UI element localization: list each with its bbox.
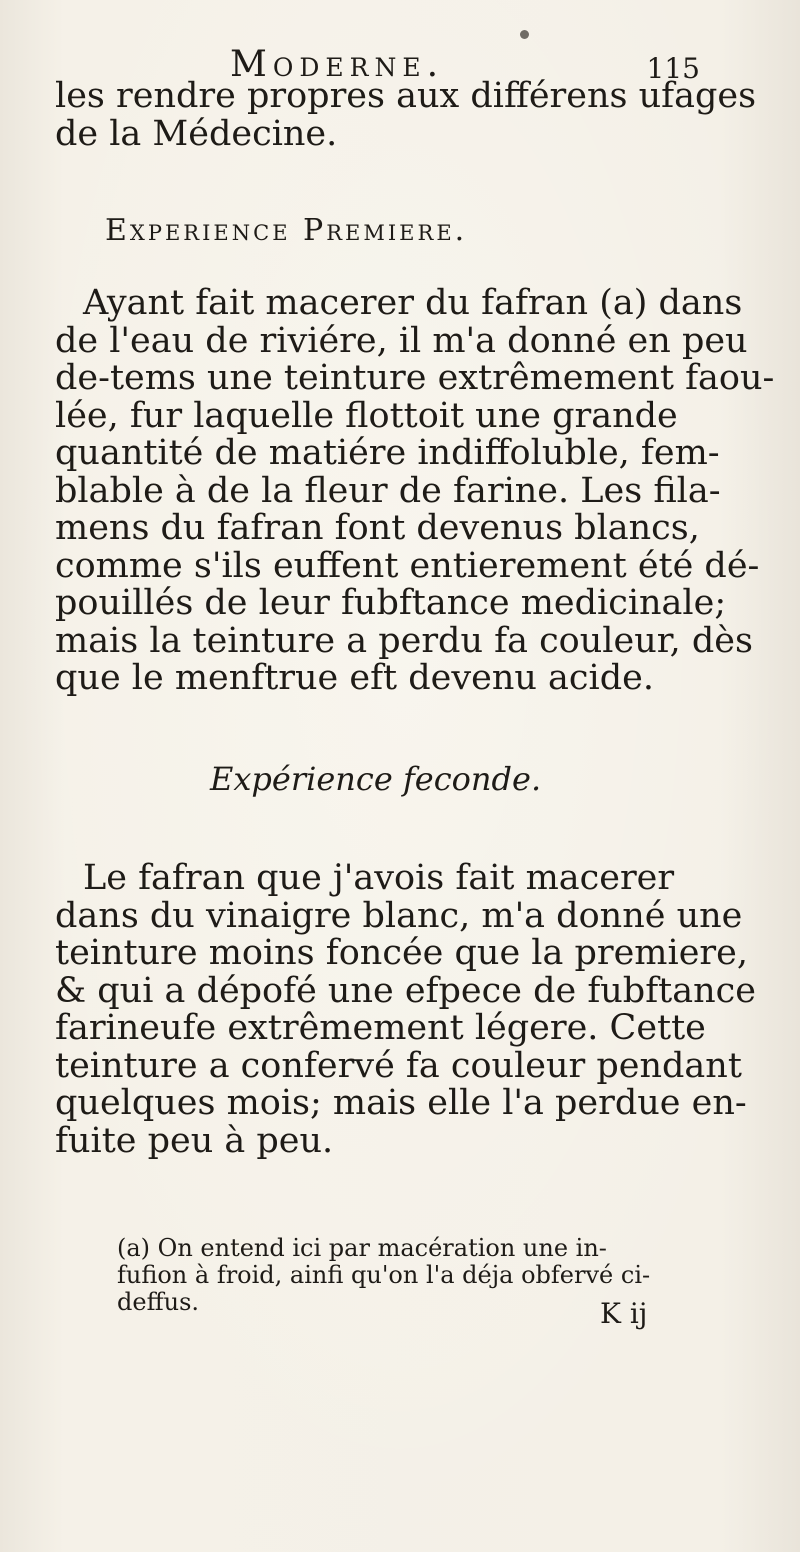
text-line: & qui a dépofé une efpece de fubftance [55,970,756,1011]
text-line: les rendre propres aux différens ufages [55,76,757,116]
text-line: que le menftrue eft devenu acide. [55,658,654,698]
experience-one-heading: Experience Premiere. [105,213,468,248]
running-head: Moderne. [230,44,445,85]
text-line: de la Médecine. [55,113,338,154]
text-line: quantité de matiére indiffoluble, fem- [55,433,720,473]
intro-paragraph [55,76,757,154]
text-line: teinture a confervé fa couleur pendant [55,1045,742,1086]
text-line: de l'eau de riviére, il m'a donné en peu [55,320,748,361]
experience-two-heading: Expérience feconde. [210,760,542,798]
text-line: pouillés de leur fubftance medicinale; [55,583,727,623]
text-line: lée, fur laquelle flottoit une grande [55,395,678,436]
footnote-line: fufion à froid, ainfi qu'on l'a déja obfervé ci- [117,1261,651,1289]
text-line: blable à de la fleur de farine. Les fila- [55,470,721,511]
text-line: comme s'ils euffent entierement été dé- [55,545,760,586]
ink-spot [520,30,529,39]
text-line: Le fafran que j'avois fait macerer [83,858,675,898]
text-line: mens du fafran font devenus blancs, [55,508,700,548]
text-line: mais la teinture a perdu fa couleur, dès [55,620,753,661]
footnote-line: deffus. [117,1288,200,1316]
page-number: 115 [646,52,700,85]
footnote-line: (a) On entend ici par macération une in- [117,1234,607,1262]
experience-two-paragraph [55,858,756,1161]
text-line: fuite peu à peu. [55,1120,334,1161]
text-line: de-tems une teinture extrêmement faou- [55,358,775,398]
text-line: Ayant fait macerer du fafran (a) dans [83,283,743,323]
text-line: quelques mois; mais elle l'a perdue en- [55,1083,747,1123]
experience-one-paragraph [55,283,775,698]
footnote [117,1235,650,1316]
text-line: dans du vinaigre blanc, m'a donné une [55,895,743,936]
text-line: farineufe extrêmement légere. Cette [55,1008,706,1048]
signature-mark: K ij [600,1297,648,1330]
text-line: teinture moins foncée que la premiere, [55,933,748,973]
